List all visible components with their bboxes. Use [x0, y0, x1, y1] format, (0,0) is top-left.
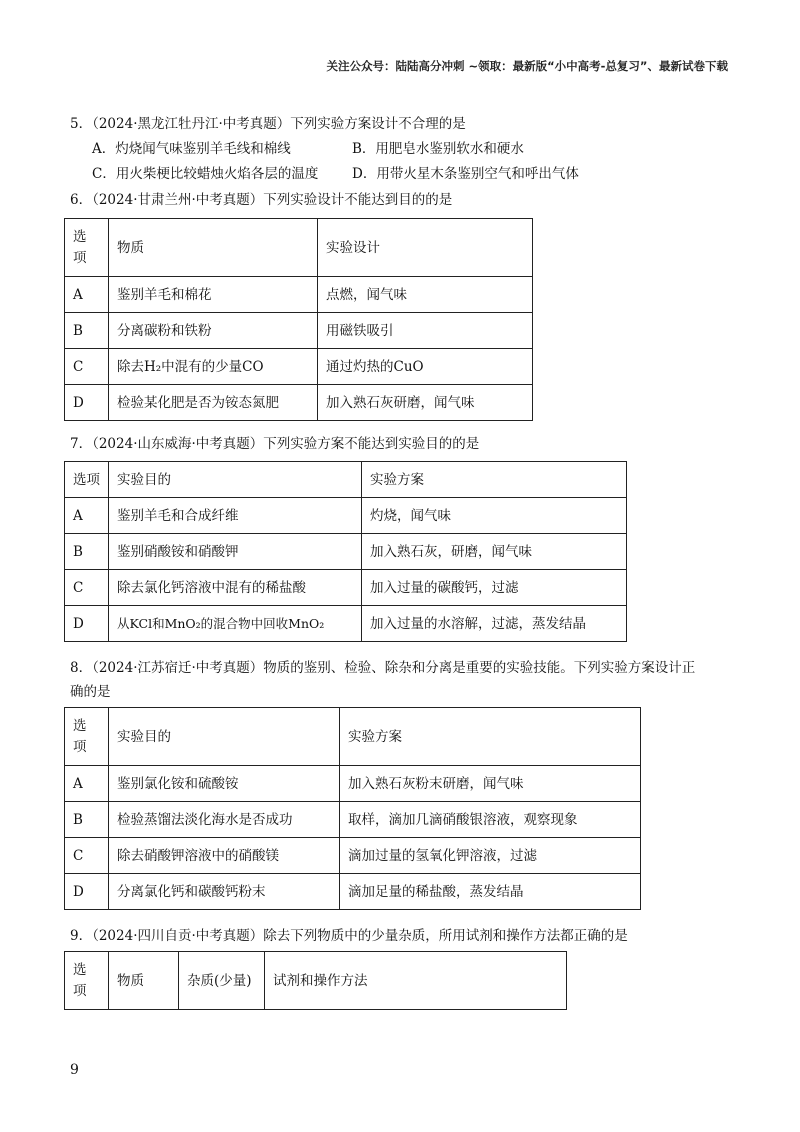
cell: 鉴别硝酸铵和硝酸钾	[109, 534, 362, 570]
table-header-row	[65, 462, 627, 498]
cell: 鉴别羊毛和合成纤维	[109, 498, 362, 534]
question-5-title: 5．（2024·黑龙江牡丹江·中考真题）下列实验方案设计不合理的是	[70, 116, 466, 132]
table-row	[65, 570, 627, 606]
cell: D	[65, 606, 109, 642]
q5-option-b: B．用肥皂水鉴别软水和硬水	[352, 141, 524, 157]
cell: 通过灼热的CuO	[318, 349, 533, 385]
header-cell-option: 选项	[65, 462, 109, 498]
table-row	[65, 498, 627, 534]
cell: D	[65, 874, 109, 910]
cell: 点燃，闻气味	[318, 277, 533, 313]
table-header-row	[65, 219, 533, 277]
cell: 检验蒸馏法淡化海水是否成功	[109, 802, 340, 838]
q5-option-d: D．用带火星木条鉴别空气和呼出气体	[352, 166, 579, 182]
header-cell-substance: 物质	[109, 219, 318, 277]
cell: 除去氯化钙溶液中混有的稀盐酸	[109, 570, 362, 606]
header-cell-purpose: 实验目的	[109, 462, 362, 498]
cell: 鉴别氯化铵和硫酸铵	[109, 766, 340, 802]
header-cell-purpose: 实验目的	[109, 708, 340, 766]
table-row	[65, 606, 627, 642]
page-number: 9	[70, 1062, 79, 1078]
cell: 加入熟石灰粉末研磨，闻气味	[340, 766, 641, 802]
cell: B	[65, 802, 109, 838]
q6-table	[64, 218, 533, 421]
cell: A	[65, 277, 109, 313]
cell: 加入过量的水溶解，过滤，蒸发结晶	[362, 606, 627, 642]
q7-table	[64, 461, 627, 642]
header-cell-option: 选 项	[65, 708, 109, 766]
table-row	[65, 802, 641, 838]
question-9-title: 9．（2024·四川自贡·中考真题）除去下列物质中的少量杂质，所用试剂和操作方法都正确的是	[70, 928, 628, 944]
cell: A	[65, 498, 109, 534]
header-cell-design: 实验设计	[318, 219, 533, 277]
cell: D	[65, 385, 109, 421]
q5-option-a: A．灼烧闻气味鉴别羊毛线和棉线	[92, 141, 291, 157]
cell: A	[65, 766, 109, 802]
cell: 取样，滴加几滴硝酸银溶液，观察现象	[340, 802, 641, 838]
cell: 从KCl和MnO₂的混合物中回收MnO₂	[109, 606, 362, 642]
cell: 滴加过量的氢氧化钾溶液，过滤	[340, 838, 641, 874]
cell: 加入熟石灰，研磨，闻气味	[362, 534, 627, 570]
table-row	[65, 313, 533, 349]
table-header-row	[65, 952, 567, 1010]
q8-table	[64, 707, 641, 910]
table-row	[65, 874, 641, 910]
table-row	[65, 766, 641, 802]
question-8-title-line2: 确的是	[70, 684, 111, 700]
cell: 检验某化肥是否为铵态氮肥	[109, 385, 318, 421]
table-row	[65, 838, 641, 874]
header-cell-option: 选 项	[65, 219, 109, 277]
header-cell-method: 试剂和操作方法	[265, 952, 567, 1010]
cell: B	[65, 313, 109, 349]
header-cell-impurity: 杂质(少量)	[179, 952, 265, 1010]
header-cell-option: 选 项	[65, 952, 109, 1010]
cell: C	[65, 570, 109, 606]
table-row	[65, 349, 533, 385]
cell: 用磁铁吸引	[318, 313, 533, 349]
cell: C	[65, 838, 109, 874]
cell: 滴加足量的稀盐酸，蒸发结晶	[340, 874, 641, 910]
cell: 分离碳粉和铁粉	[109, 313, 318, 349]
table-row	[65, 385, 533, 421]
question-7-title: 7．（2024·山东威海·中考真题）下列实验方案不能达到实验目的的是	[70, 436, 480, 452]
cell: 分离氯化钙和碳酸钙粉末	[109, 874, 340, 910]
table-row	[65, 277, 533, 313]
cell: 加入熟石灰研磨，闻气味	[318, 385, 533, 421]
header-cell-substance: 物质	[109, 952, 179, 1010]
cell: C	[65, 349, 109, 385]
cell: 除去硝酸钾溶液中的硝酸镁	[109, 838, 340, 874]
q5-option-c: C．用火柴梗比较蜡烛火焰各层的温度	[92, 166, 319, 182]
table-row	[65, 534, 627, 570]
cell: 除去H₂中混有的少量CO	[109, 349, 318, 385]
cell: 加入过量的碳酸钙，过滤	[362, 570, 627, 606]
question-6-title: 6．（2024·甘肃兰州·中考真题）下列实验设计不能达到目的的是	[70, 192, 453, 208]
q9-table	[64, 951, 567, 1010]
header-cell-plan: 实验方案	[340, 708, 641, 766]
cell: 灼烧，闻气味	[362, 498, 627, 534]
table-header-row	[65, 708, 641, 766]
cell: B	[65, 534, 109, 570]
cell: 鉴别羊毛和棉花	[109, 277, 318, 313]
page-header: 关注公众号：陆陆高分冲刺 ~领取：最新版“小中高考-总复习”、最新试卷下载	[326, 59, 728, 73]
question-8-title-line1: 8．（2024·江苏宿迁·中考真题）物质的鉴别、检验、除杂和分离是重要的实验技能。下列实验方案设计正	[70, 660, 696, 676]
header-cell-plan: 实验方案	[362, 462, 627, 498]
